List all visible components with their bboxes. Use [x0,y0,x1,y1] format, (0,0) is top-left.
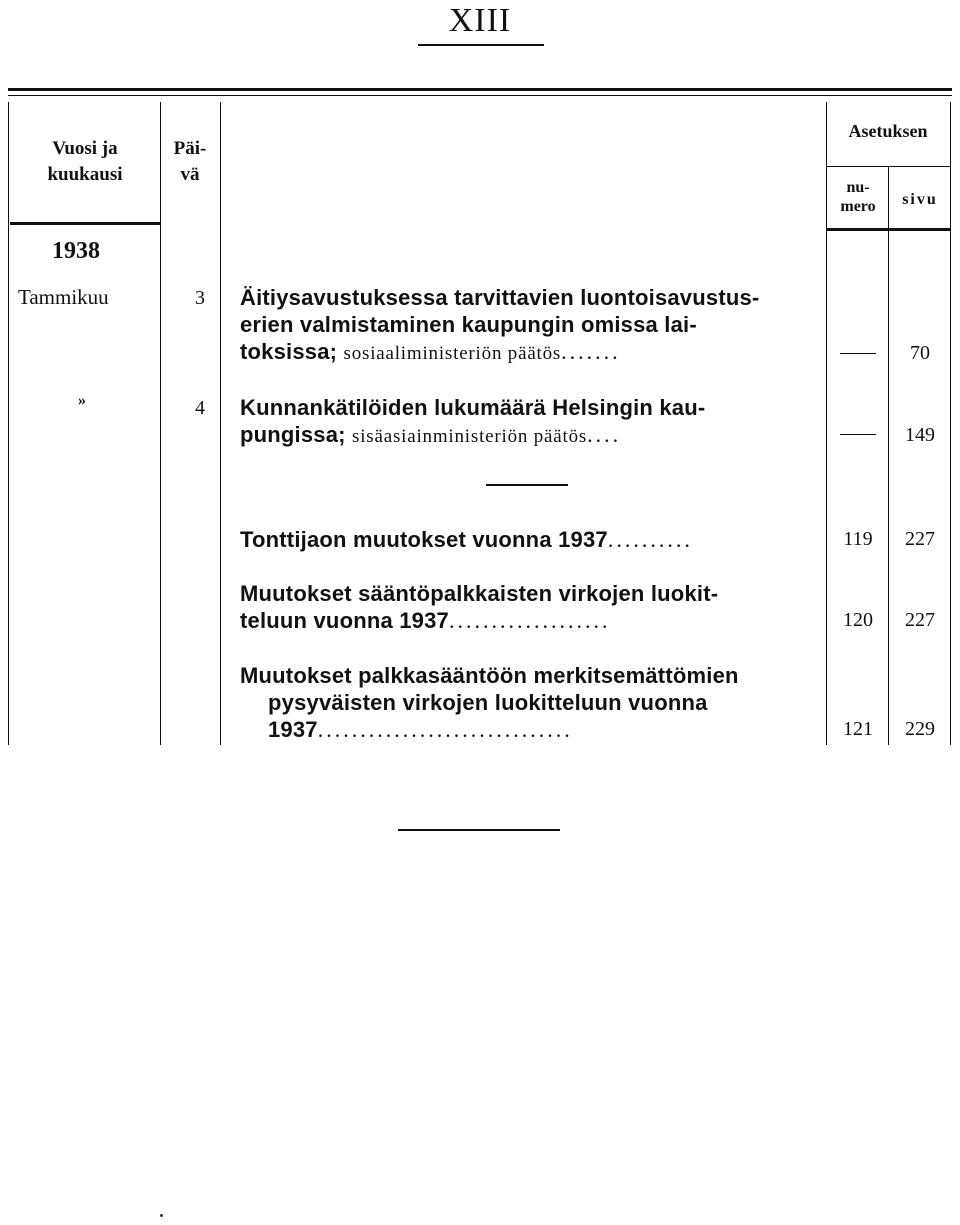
entry-line: Muutokset sääntöpalkkaisten virkojen luokit- [240,581,719,606]
entry-text [240,580,814,634]
dot-leader: .............................. [317,717,573,742]
header-number [828,178,888,216]
decree-header-rule [826,166,950,167]
ditto-mark: » [78,392,86,409]
left-border [8,102,9,745]
header-year-month-line2: kuukausi [47,164,123,185]
right-border [950,102,951,745]
number-dash [840,353,876,354]
page-number-underline [418,44,544,46]
table-top-rule [8,88,952,91]
entry-last-line [240,338,814,367]
page-value: 229 [905,718,935,740]
dot-leader: .......... [607,527,693,552]
entry-bold: 1937 [268,717,318,742]
number-value: 120 [843,609,873,631]
entry-text [240,284,814,367]
entry-text [240,662,814,743]
column-divider-number-page [888,166,889,745]
header-number-line1: nu- [846,179,870,196]
column-divider-day-text [220,102,221,745]
entry-line: Äitiysavustuksessa tarvittavien luontoisavustus- [240,285,760,310]
header-rule-decree [826,228,950,231]
page-value: 149 [905,424,935,446]
entry-last-line [240,526,814,553]
entry-note: sisäasiainministeriön päätös [352,426,588,447]
entry-bold: Tonttijaon muutokset vuonna 1937 [240,527,608,552]
entry-last-line [240,607,814,634]
number-dash [840,434,876,435]
column-divider-text-number [826,102,827,745]
table-top-rule-thin [8,95,952,96]
day-value: 4 [195,397,205,419]
dot-leader: .... [587,422,622,447]
header-day [162,136,218,188]
page-value: 227 [905,609,935,631]
dot-leader: ....... [561,339,621,364]
entry-bold: teluun vuonna 1937 [240,608,449,633]
page-number: XIII [448,2,512,39]
number-value: 121 [843,718,873,740]
number-value: 119 [843,528,873,550]
header-day-line2: vä [180,164,200,185]
header-year-month-line1: Vuosi ja [52,138,118,159]
entry-note: sosiaaliministeriön päätös [343,343,562,364]
entry-bold: toksissa; [240,339,338,364]
scan-speck [160,1214,163,1217]
entry-text [240,394,814,450]
entry-last-line [240,716,814,743]
header-number-line2: mero [840,198,876,215]
entry-line: Muutokset palkkasääntöön merkitsemättömien [240,663,739,688]
header-decree: Asetuksen [848,121,928,141]
header-day-line1: Päi- [173,138,207,159]
entry-text [240,526,814,553]
header-page: sivu [902,191,938,208]
page-value: 227 [905,528,935,550]
section-divider [486,484,568,486]
entry-last-line [240,421,814,450]
entry-line: Kunnankätilöiden lukumäärä Helsingin kau- [240,395,706,420]
bottom-divider [398,829,560,831]
year-label: 1938 [52,238,100,264]
page-value: 70 [910,342,930,364]
entry-line: erien valmistaminen kaupungin omissa lai- [240,312,697,337]
entry-line: pysyväisten virkojen luokitteluun vuonna [268,690,708,715]
month-label: Tammikuu [18,285,109,309]
entry-bold: pungissa; [240,422,346,447]
header-year-month [14,136,156,188]
day-value: 3 [195,287,205,309]
dot-leader: ................... [448,608,611,633]
header-rule-month [10,222,160,225]
column-divider-month-day [160,102,161,745]
